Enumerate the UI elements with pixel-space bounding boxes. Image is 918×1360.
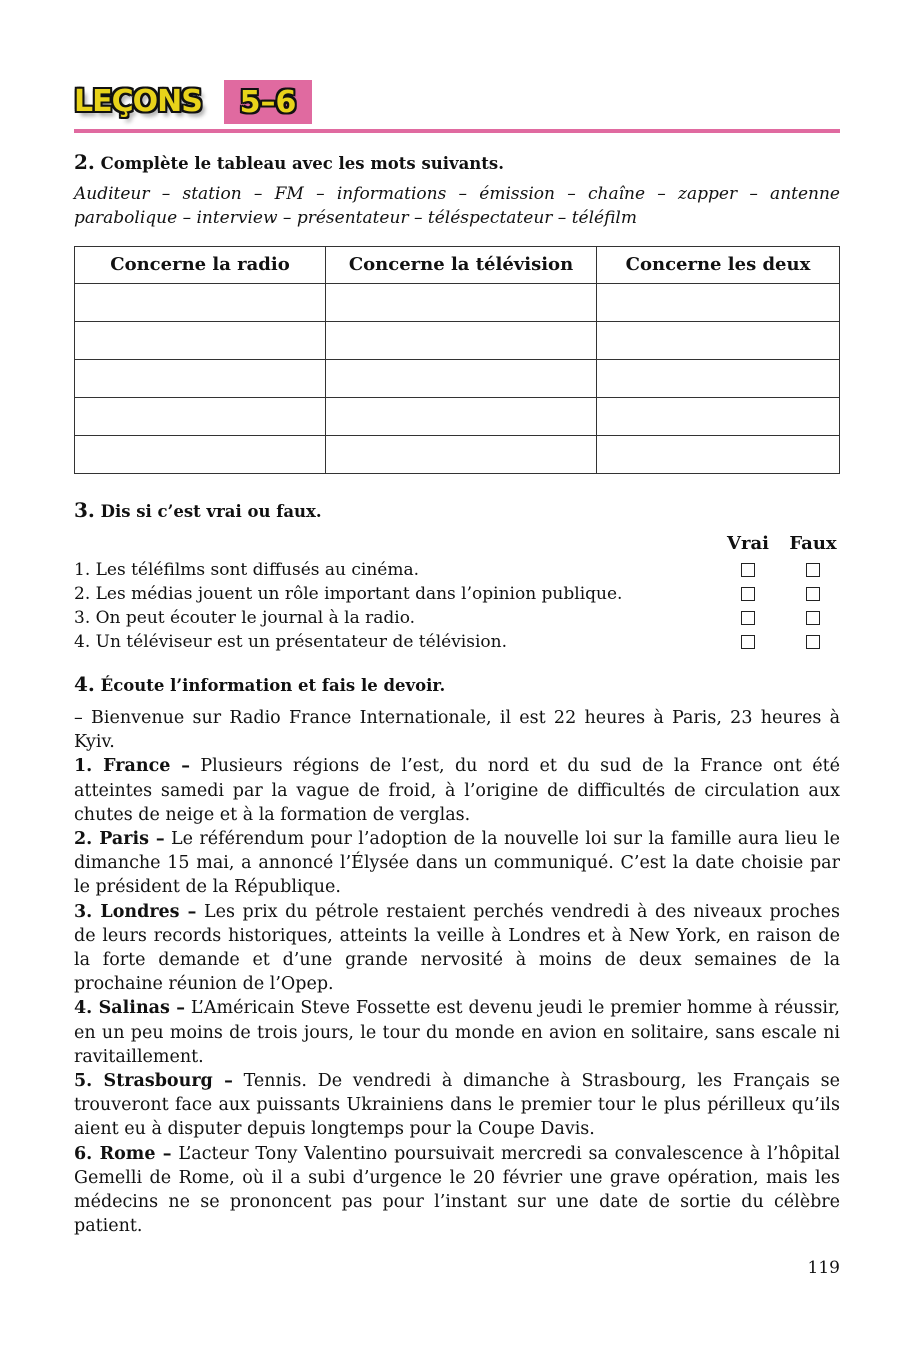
news-item-text: L’acteur Tony Valentino poursuivait mercredi sa convalescence à l’hôpital Gemelli de Rome, où il a subi d’urgence le 20 février une grave opération, mais les médecins ne se prononcent pas pour l’instant sur une date de sortie du célèbre patient. <box>74 1143 840 1237</box>
table-cell[interactable] <box>75 436 326 474</box>
statement-row <box>74 606 840 630</box>
column-header-both: Concerne les deux <box>597 247 840 284</box>
statement-text: 4. Un téléviseur est un présentateur de télévision. <box>74 632 507 652</box>
table-cell[interactable] <box>597 398 840 436</box>
true-column-label: Vrai <box>727 533 769 554</box>
false-checkbox[interactable] <box>806 563 820 577</box>
false-checkbox[interactable] <box>806 587 820 601</box>
true-checkbox[interactable] <box>741 563 755 577</box>
true-false-header <box>74 530 840 558</box>
table-cell[interactable] <box>326 436 597 474</box>
statement-row <box>74 558 840 582</box>
news-item-label: 2. Paris – <box>74 829 165 850</box>
exercise-3 <box>74 498 840 654</box>
word-list-line: Auditeur – station – FM – informations – émission – chaîne – zapper – antenne <box>74 184 840 204</box>
table-row <box>75 436 840 474</box>
table-cell[interactable] <box>597 322 840 360</box>
news-intro: – Bienvenue sur Radio France Internationale, il est 22 heures à Paris, 23 heures à Kyiv. <box>74 708 840 753</box>
news-item-text: Plusieurs régions de l’est, du nord et du sud de la France ont été atteintes samedi par la vague de froid, à l’origine de difficultés de circulation aux chutes de neige et à la formation de verglas. <box>74 756 840 825</box>
news-item-text: Les prix du pétrole restaient perchés vendredi à des niveaux proches de leurs records historiques, atteints la veille à Londres et à New York, en raison de la forte demande et d’une grande nervosité à moins de deux semaines de la prochaine réunion de l’Opep. <box>74 901 840 995</box>
table-cell[interactable] <box>597 360 840 398</box>
news-item <box>74 1142 840 1239</box>
table-row <box>75 398 840 436</box>
news-item-text: Le référendum pour l’adoption de la nouvelle loi sur la famille aura lieu le dimanche 15 mai, a annoncé l’Élysée dans un communiqué. C’est la date choisie par le président de la République. <box>74 829 840 898</box>
table-row <box>75 360 840 398</box>
true-checkbox[interactable] <box>741 587 755 601</box>
exercise-instruction: Complète le tableau avec les mots suivants. <box>100 154 504 173</box>
table-row <box>75 322 840 360</box>
exercise-2-title <box>74 150 840 176</box>
true-checkbox[interactable] <box>741 611 755 625</box>
statement-text: 3. On peut écouter le journal à la radio. <box>74 608 416 628</box>
exercise-2 <box>74 150 840 474</box>
exercise-instruction: Écoute l’information et fais le devoir. <box>100 676 446 695</box>
table-cell[interactable] <box>326 322 597 360</box>
table-cell[interactable] <box>597 284 840 322</box>
classification-table <box>74 246 840 474</box>
news-item-text: L’Américain Steve Fossette est devenu jeudi le premier homme à réussir, en un peu moins de trois jours, le tour du monde en avion en solitaire, sans escale ni ravitaillement. <box>74 998 840 1067</box>
exercise-number: 3. <box>74 498 95 522</box>
column-header-radio: Concerne la radio <box>75 247 326 284</box>
exercise-number: 4. <box>74 672 95 696</box>
news-item-label: 5. Strasbourg – <box>74 1071 233 1092</box>
table-cell[interactable] <box>326 360 597 398</box>
false-checkbox[interactable] <box>806 635 820 649</box>
false-checkbox[interactable] <box>806 611 820 625</box>
word-list-line: parabolique – interview – présentateur – téléspectateur – téléfilm <box>74 208 637 228</box>
table-cell[interactable] <box>75 360 326 398</box>
statement-row <box>74 582 840 606</box>
lessons-title: LEÇONS <box>74 84 202 119</box>
news-item-label: 4. Salinas – <box>74 998 186 1019</box>
page-number: 119 <box>807 1258 840 1278</box>
statement-text: 2. Les médias jouent un rôle important dans l’opinion publique. <box>74 584 623 604</box>
exercise-number: 2. <box>74 150 95 174</box>
news-item <box>74 754 840 827</box>
news-item-text: Tennis. De vendredi à dimanche à Strasbourg, les Français se trouveront face aux puissants Ukrainiens dans le premier tour le plus périlleux qu’ils aient eu à disputer depuis longtemps pour la Coupe Davis. <box>74 1071 841 1140</box>
statement-row <box>74 630 840 654</box>
exercise-instruction: Dis si c’est vrai ou faux. <box>100 502 322 521</box>
word-list <box>74 182 840 230</box>
column-header-television: Concerne la télévision <box>326 247 597 284</box>
exercise-4-title <box>74 672 840 698</box>
table-cell[interactable] <box>75 322 326 360</box>
news-item <box>74 996 840 1069</box>
table-cell[interactable] <box>326 284 597 322</box>
news-item-label: 3. Londres – <box>74 901 197 922</box>
lesson-number: 5–6 <box>239 84 297 120</box>
exercise-3-title <box>74 498 840 524</box>
header-divider <box>74 129 840 133</box>
table-row <box>75 284 840 322</box>
true-checkbox[interactable] <box>741 635 755 649</box>
page-content <box>74 150 840 1238</box>
statement-text: 1. Les téléfilms sont diffusés au cinéma. <box>74 560 420 580</box>
table-cell[interactable] <box>75 284 326 322</box>
table-cell[interactable] <box>597 436 840 474</box>
news-item-label: 1. France – <box>74 756 190 777</box>
news-item <box>74 1069 840 1142</box>
exercise-4 <box>74 672 840 1238</box>
false-column-label: Faux <box>789 533 837 554</box>
table-cell[interactable] <box>75 398 326 436</box>
news-item <box>74 827 840 900</box>
news-item-label: 6. Rome – <box>74 1143 172 1164</box>
table-cell[interactable] <box>326 398 597 436</box>
news-item <box>74 900 840 997</box>
lesson-number-badge <box>224 80 312 124</box>
